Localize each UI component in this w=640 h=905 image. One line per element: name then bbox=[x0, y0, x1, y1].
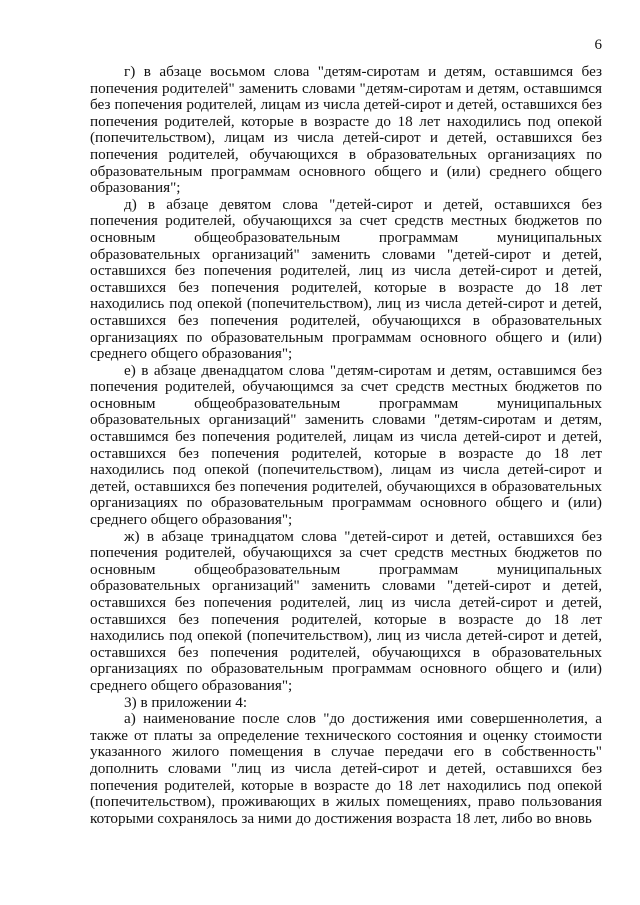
document-body bbox=[90, 64, 602, 827]
paragraph-item-3: 3) в приложении 4: bbox=[124, 693, 248, 711]
paragraph-zh: ж) в абзаце тринадцатом слова "детей-сирот и детей, оставшихся без попечения родителей, обучающихся за счет средств местных бюджетов по основным общеобразовательным программам муниципальных образовательных организаций" заменить словами "детей-сирот и детей, оставшихся без попечения родителей, лиц из числа детей-сирот и детей, оставшихся без попечения родителей, которые в возрасте до 18 лет находились под опекой (попечительством), лиц из числа детей-сирот и детей, оставшихся без попечения родителей, обучающихся в образовательных организациях по образовательным программам основного общего и (или) среднего общего образования"; bbox=[90, 527, 602, 694]
paragraph-e: е) в абзаце двенадцатом слова "детям-сиротам и детям, оставшимся без попечения родителей, обучающимся за счет средств местных бюджетов по основным общеобразовательным программам муниципальных образовательных организаций" заменить словами "детям-сиротам и детям, оставшимся без попечения родителей, лицам из числа детей-сирот и детей, оставшихся без попечения родителей, которые в возрасте до 18 лет находились под опекой (попечительством), лицам из числа детей-сирот и детей, оставшихся без попечения родителей, обучающихся в образовательных организациях по образовательным программам основного общего и (или) среднего общего образования"; bbox=[90, 361, 602, 529]
paragraph-g: г) в абзаце восьмом слова "детям-сиротам и детям, оставшимся без попечения родителей" заменить словами "детям-сиротам и детям, оставшимся без попечения родителей, лицам из числа детей-сирот и детей, оставшихся без попечения родителей, которые в возрасте до 18 лет находились под опекой (попечительством), лицам из числа детей-сирот и детей, оставшихся без попечения родителей, обучающихся в образовательных организациях по образовательным программам основного общего и (или) среднего общего образования"; bbox=[90, 63, 602, 197]
paragraph-d: д) в абзаце девятом слова "детей-сирот и детей, оставшихся без попечения родителей, обучающихся за счет средств местных бюджетов по основным общеобразовательным программам муниципальных образовательных организаций" заменить словами "детей-сирот и детей, оставшихся без попечения родителей, лиц из числа детей-сирот и детей, оставшихся без попечения родителей, которые в возрасте до 18 лет находились под опекой (попечительством), лиц из числа детей-сирот и детей, оставшихся без попечения родителей, обучающихся в образовательных организациях по образовательным программам основного общего и (или) среднего общего образования"; bbox=[90, 195, 602, 363]
page-number: 6 bbox=[594, 37, 602, 53]
paragraph-a: а) наименование после слов "до достижения ими совершеннолетия, а также от платы за определение технического состояния и оценку стоимости указанного жилого помещения в случае передачи его в собственность" дополнить словами "лиц из числа детей-сирот и детей, оставшихся без попечения родителей, которые в возрасте до 18 лет находились под опекой (попечительством), проживающих в жилых помещениях, право пользования которыми сохранялось за ними до достижения возраста 18 лет, либо во вновь bbox=[90, 710, 602, 827]
